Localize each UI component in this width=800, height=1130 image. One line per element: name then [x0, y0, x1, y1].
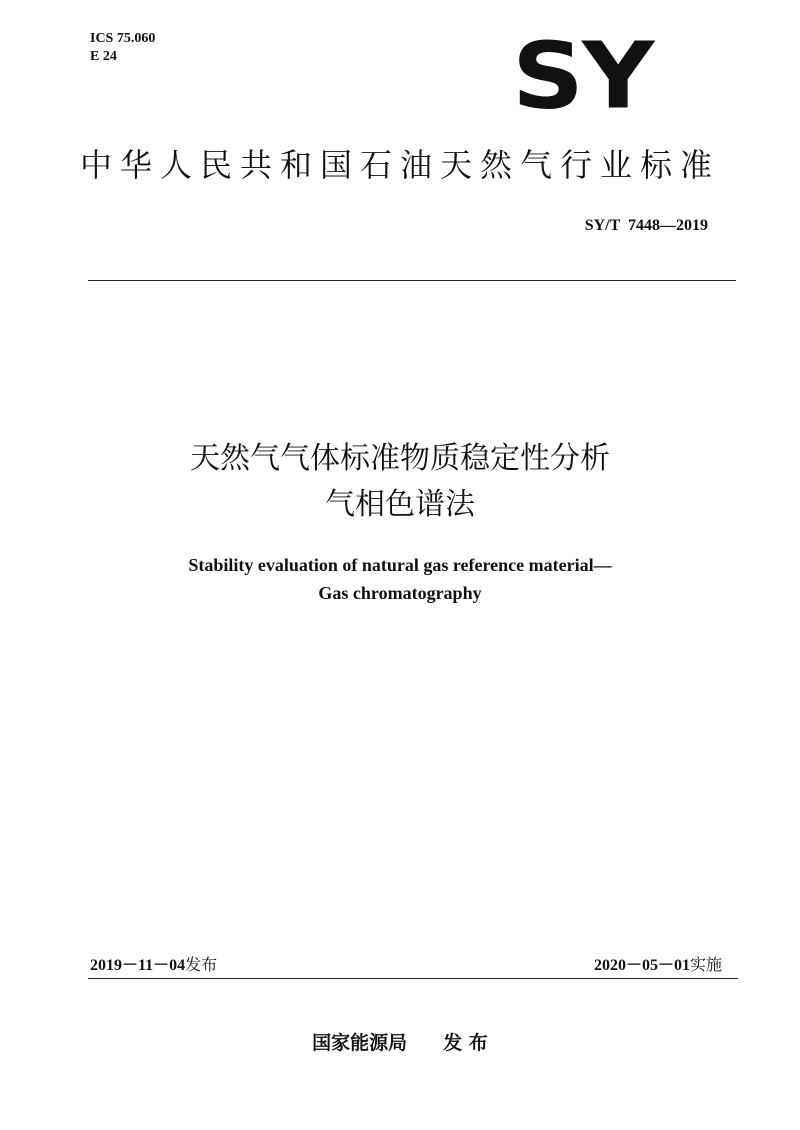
implement-label: 实施	[689, 955, 722, 974]
implement-info	[594, 952, 722, 975]
issuer-action: 发 布	[443, 1032, 488, 1054]
publish-info	[90, 952, 217, 975]
bottom-divider	[88, 978, 738, 979]
sy-logo: SY	[512, 21, 653, 130]
ccs-code: E 24	[90, 49, 117, 64]
standard-number: SY/T 7448—2019	[584, 217, 708, 234]
industry-standard-title: 中华人民共和国石油天然气行业标准	[79, 146, 720, 184]
issuer-line	[0, 1030, 800, 1056]
chinese-title-line-2: 气相色谱法	[325, 487, 475, 522]
chinese-title-line-1: 天然气气体标准物质稳定性分析	[190, 441, 610, 476]
implement-date: 2020－05－01	[593, 957, 690, 974]
publish-label: 发布	[185, 955, 218, 974]
chinese-title	[0, 436, 800, 528]
ics-code: ICS 75.060	[90, 31, 156, 46]
english-title	[0, 551, 800, 607]
classification-codes	[90, 30, 155, 66]
english-title-line-2: Gas chromatography	[318, 583, 482, 603]
publish-date: 2019－11－04	[90, 957, 186, 974]
english-title-line-1: Stability evaluation of natural gas reference material—	[188, 555, 612, 575]
issuer-name: 国家能源局	[312, 1032, 408, 1054]
top-divider	[88, 280, 736, 281]
